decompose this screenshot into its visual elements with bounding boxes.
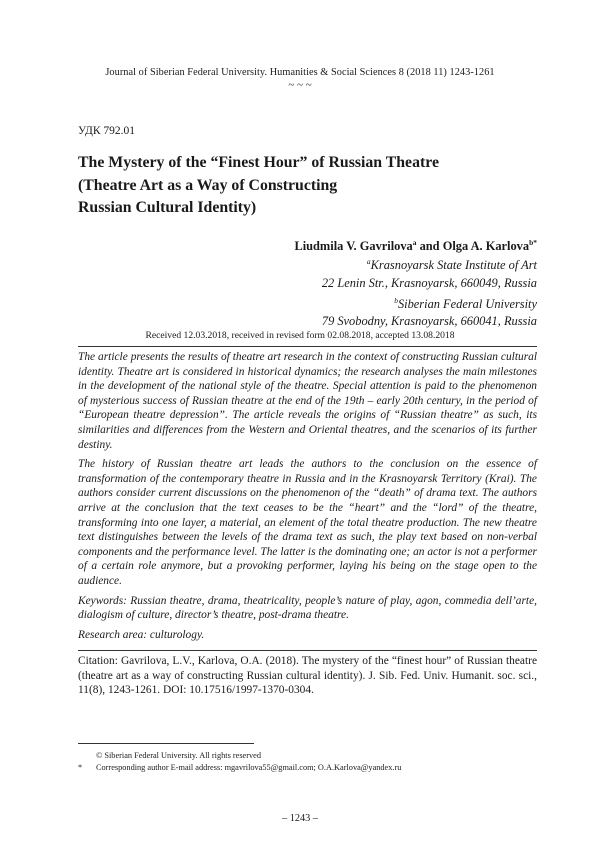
affiliation-a-name: Krasnoyarsk State Institute of Art — [370, 258, 537, 273]
title-line-1: The Mystery of the “Finest Hour” of Russian Theatre — [78, 154, 439, 171]
affiliation-a-mark: a — [366, 257, 371, 266]
author-2: Olga A. Karlova — [442, 239, 530, 254]
affiliation-a — [322, 253, 537, 275]
citation-top-rule — [78, 650, 537, 651]
author-1: Liudmila V. Gavrilova — [294, 239, 413, 254]
page-number: – 1243 – — [281, 813, 319, 824]
author-1-affil-mark: a — [412, 238, 417, 247]
received-dates: Received 12.03.2018, received in revised form 02.08.2018, accepted 13.08.2018 — [145, 330, 455, 341]
authors-line — [294, 238, 537, 254]
paper-title — [78, 152, 538, 220]
footnote-star: * — [78, 763, 83, 772]
abstract-paragraph-2: The history of Russian theatre art leads the authors to the conclusion on the essence of transformation of the contemporary theatre in Russia and in the Krasnoyarsk Territory (Krai). The authors consider current discussions on the phenomenon of the “death” of drama text. The authors arrive at the conclusion that the text ceases to be the “heart” and the “lord” of the theatre, transforming into one layer, a material, an element of the total theatre production. The new theatre text distinguishes between the levels of the drama text as such, the play text based on non-verbal components and the performance level. The latter is the dominating one; an actor is not a performer of a certain role anymore, but a provoking performer, laying his being on the stage open to the audience. — [78, 458, 537, 587]
affiliation-b-mark: b — [394, 295, 398, 305]
affiliation-b-name: Siberian Federal University — [397, 297, 537, 312]
abstract — [78, 350, 537, 647]
affiliation-a-address: 22 Lenin Str., Krasnoyarsk, 660049, Russia — [321, 275, 537, 290]
journal-header: Journal of Siberian Federal University. Humanities & Social Sciences 8 (2018 11) 1243-1261 — [105, 67, 495, 78]
abstract-top-rule — [78, 346, 537, 347]
affiliations — [322, 253, 537, 331]
affiliation-b — [322, 292, 537, 314]
authors-conjunction: and — [416, 239, 443, 254]
copyright-text: © Siberian Federal University. All rights reserved — [96, 751, 261, 760]
footnote-corresponding — [78, 763, 401, 772]
corresponding-text: Corresponding author E-mail address: mgavrilova55@gmail.com; O.A.Karlova@yandex.ru — [96, 763, 402, 772]
research-area: Research area: culturology. — [78, 628, 205, 641]
citation: Citation: Gavrilova, L.V., Karlova, O.A. (2018). The mystery of the “finest hour” of Russian theatre (theatre art as a way of constructing Russian cultural identity). J. Sib. Fed. Univ. Humanit. soc. sci., 11(8), 1243-1261. DOI: 10.17516/1997-1370-0304. — [78, 655, 537, 697]
affiliation-b-address: 79 Svobodny, Krasnoyarsk, 660041, Russia — [321, 314, 537, 329]
footnote-rule — [78, 743, 254, 744]
title-line-2: (Theatre Art as a Way of Constructing — [78, 176, 338, 194]
header-ornament: ~ ~ ~ — [288, 79, 312, 91]
title-line-3: Russian Cultural Identity) — [78, 199, 257, 216]
abstract-paragraph-1: The article presents the results of theatre art research in the context of constructing Russian cultural identity. Theatre art is considered in historical dynamics; the research analyses the main milestones in the development of the national style of the theatre. Special attention is paid to the phenomenon of mysterious success of Russian theatre at the end of the 19th – early 20th century, in the period of “European theatre depression”. The article reveals the origins of “Russian theatre” as such, its similarities and differences from the Western and Oriental theatres, and the scenarios of its further destiny. — [78, 351, 537, 451]
author-2-affil-mark: b* — [529, 238, 537, 247]
keywords: Keywords: Russian theatre, drama, theatricality, people’s nature of play, agon, commedia dell’arte, dialogism of culture, director’s theatre, post-drama theatre. — [78, 594, 537, 622]
udk-code: УДК 792.01 — [78, 125, 135, 137]
footnote-copyright — [78, 751, 261, 760]
